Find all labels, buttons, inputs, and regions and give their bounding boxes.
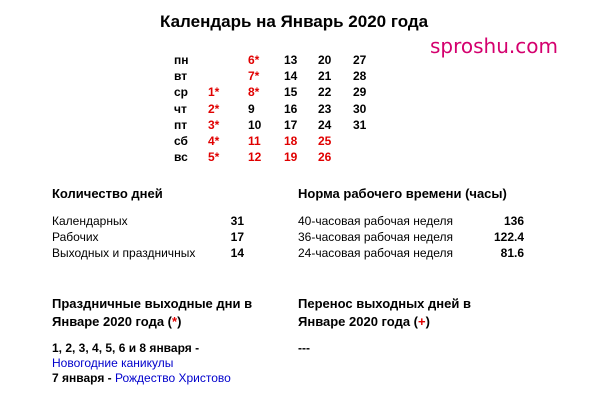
calendar-day: 14 bbox=[284, 69, 298, 84]
calendar-day: 12 bbox=[248, 150, 262, 165]
holidays-heading-close: ) bbox=[177, 314, 182, 329]
calendar-day: 17 bbox=[284, 117, 298, 132]
calendar-day: 3* bbox=[208, 117, 220, 132]
holidays-section bbox=[52, 295, 282, 386]
calendar-day: 10 bbox=[248, 117, 262, 132]
page-title: Календарь на Январь 2020 года bbox=[160, 12, 429, 31]
transfers-section bbox=[298, 295, 528, 356]
work-norm-row bbox=[298, 229, 524, 245]
weekday-label: пн bbox=[174, 53, 189, 67]
calendar-day: 19 bbox=[284, 150, 298, 165]
calendar-day: 28 bbox=[353, 69, 367, 84]
days-count-row bbox=[52, 213, 244, 229]
days-count-value: 17 bbox=[230, 230, 244, 244]
calendar-day: 18 bbox=[284, 133, 298, 148]
calendar-day: 6* bbox=[248, 53, 260, 67]
days-count-value: 14 bbox=[230, 246, 244, 260]
work-norm-label: 24-часовая рабочая неделя bbox=[298, 246, 454, 260]
calendar-day: 7* bbox=[248, 69, 260, 84]
watermark: sproshu.com bbox=[430, 34, 558, 58]
weekday-label: чт bbox=[174, 101, 187, 116]
calendar-day: 24 bbox=[318, 117, 332, 132]
calendar-day: 1* bbox=[208, 85, 220, 100]
holidays-heading bbox=[52, 295, 282, 331]
work-norm-value: 122.4 bbox=[493, 230, 524, 244]
holidays-heading-line2 bbox=[52, 313, 282, 331]
calendar-day: 27 bbox=[353, 53, 367, 67]
transfers-empty: --- bbox=[298, 341, 310, 355]
calendar-day: 31 bbox=[353, 117, 367, 132]
work-norm-label: 40-часовая рабочая неделя bbox=[298, 214, 454, 228]
holidays-heading-text: Январе 2020 года ( bbox=[52, 314, 172, 329]
work-norm-value: 136 bbox=[503, 214, 524, 228]
calendar-day: 26 bbox=[318, 150, 332, 165]
holidays-name-new-year: Новогодние каникулы bbox=[52, 356, 174, 370]
days-count-row bbox=[52, 245, 244, 261]
days-count-label: Календарных bbox=[52, 214, 128, 228]
calendar-day: 22 bbox=[318, 85, 332, 100]
calendar-day: 25 bbox=[318, 133, 332, 148]
transfers-heading-close: ) bbox=[425, 314, 430, 329]
days-count-value: 31 bbox=[230, 214, 244, 228]
transfers-heading-text: Январе 2020 года ( bbox=[298, 314, 418, 329]
days-count-section bbox=[52, 186, 244, 261]
work-norm-row bbox=[298, 213, 524, 229]
days-count-row bbox=[52, 229, 244, 245]
calendar-day: 16 bbox=[284, 101, 298, 116]
calendar-day: 4* bbox=[208, 133, 220, 148]
calendar-day: 23 bbox=[318, 101, 332, 116]
work-norm-label: 36-часовая рабочая неделя bbox=[298, 230, 454, 244]
weekday-label: вс bbox=[174, 150, 188, 165]
holidays-christmas-date: 7 января - bbox=[52, 371, 112, 385]
calendar-day: 2* bbox=[208, 101, 220, 116]
holidays-name-christmas: Рождество Христово bbox=[115, 371, 231, 385]
weekday-label: пт bbox=[174, 117, 188, 132]
calendar-day: 30 bbox=[353, 101, 367, 116]
calendar-day: 29 bbox=[353, 85, 367, 100]
calendar-day: 8* bbox=[248, 85, 260, 100]
transfers-heading-line1: Перенос выходных дней в bbox=[298, 296, 471, 311]
calendar-day: 13 bbox=[284, 53, 298, 67]
holidays-heading-line1: Праздничные выходные дни в bbox=[52, 296, 253, 311]
transfers-heading bbox=[298, 295, 528, 331]
weekday-label: ср bbox=[174, 85, 189, 100]
calendar-day: 20 bbox=[318, 53, 332, 67]
holidays-christmas bbox=[52, 371, 282, 386]
calendar-day: 21 bbox=[318, 69, 332, 84]
weekday-label: вт bbox=[174, 69, 188, 84]
work-norm-heading: Норма рабочего времени (часы) bbox=[298, 186, 507, 201]
transfer-marker: + bbox=[418, 314, 426, 329]
calendar-day: 11 bbox=[248, 133, 261, 148]
days-count-label: Выходных и праздничных bbox=[52, 246, 196, 260]
transfers-heading-line2 bbox=[298, 313, 528, 331]
work-norm-row bbox=[298, 245, 524, 261]
days-count-heading: Количество дней bbox=[52, 186, 163, 201]
work-norm-section bbox=[298, 186, 524, 261]
holiday-marker: * bbox=[172, 314, 178, 329]
calendar-day: 15 bbox=[284, 85, 298, 100]
days-count-label: Рабочих bbox=[52, 230, 99, 244]
holidays-dates: 1, 2, 3, 4, 5, 6 и 8 января - bbox=[52, 341, 200, 355]
work-norm-value: 81.6 bbox=[500, 246, 524, 260]
weekday-label: сб bbox=[174, 133, 188, 148]
calendar-day: 5* bbox=[208, 150, 220, 165]
calendar-day: 9 bbox=[248, 101, 255, 116]
